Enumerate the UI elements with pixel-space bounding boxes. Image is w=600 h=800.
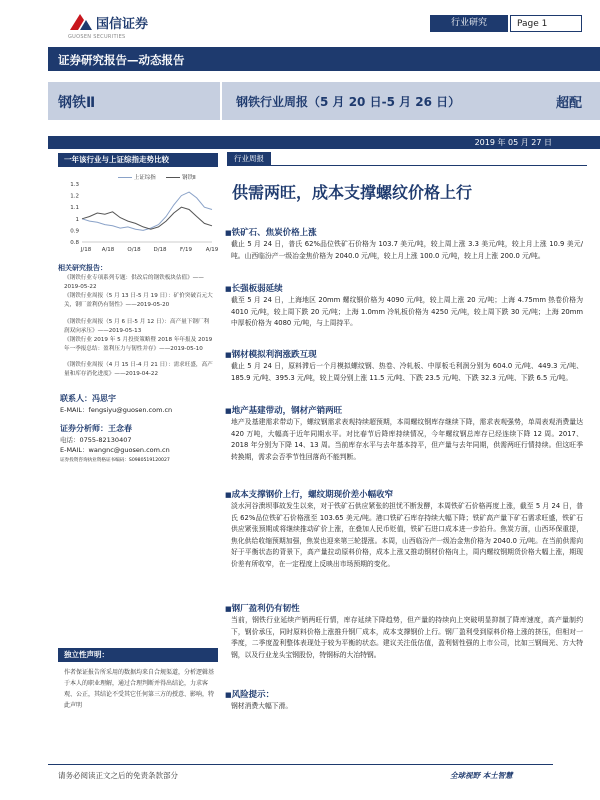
related-item[interactable]: 《钢铁行业周报（5 月 6 日-5 月 12 日）：高产量下钢厂利润双向承压》——2019-05-13 (64, 319, 210, 334)
y-tick-label: 1.1 (70, 205, 79, 212)
series-line-0 (82, 192, 212, 230)
analyst-email[interactable]: E-MAIL：wangnc@guosen.com.cn (60, 446, 170, 454)
report-type-tag: 行业研究 (430, 15, 508, 32)
logo-subtitle: GUOSEN SECURITIES (68, 34, 126, 40)
analyst-phone: 电话：0755-82130407 (60, 436, 132, 444)
section-body: 截止 5 月 24 日，普氏 62%品位铁矿石价格为 103.7 美元/吨，较上周上涨 3.3 美元/吨，较上月上涨 10.9 美元/吨。山西临汾产一级冶金焦价格为 2040.0 元/吨，较上月上涨 100.0 元/吨，较上月上涨 200.0 元/吨。 (231, 240, 583, 260)
headline: 供需两旺，成本支撑螺纹价格上行 (232, 183, 473, 202)
x-tick-label: J/18 (80, 247, 92, 253)
section-title: ■ 地产基建带动，钢材产销两旺 (225, 404, 342, 416)
x-tick-label: F/19 (179, 247, 193, 253)
series-line-1 (82, 207, 212, 229)
section-body: 淡水河谷溃坝事故发生以来，对于铁矿石供应紧张的担忧不断发酵，本周铁矿石价格再度上涨，截至 5 月 24 日，普氏 62%品位铁矿石价格涨至 103.65 美元/吨。港口铁矿石库存持续大幅下降；铁矿高产量下矿石需求旺盛，铁矿石供应紧张预期或将继续推动矿价上涨，在叠加人民币贬值，铁矿石进口成本进一步抬升。焦炭方面，山西环保重提，焦化供给收缩预期加强，焦炭也迎来第三轮提涨。本周，山西临汾产一级冶金焦价格为 2040.0 元/吨。在当前供需向好于平衡状态的背景下，高产量拉动原料价格，成本上涨又推动钢材价格向上，周内螺纹钢期货价格大幅上涨，期现价差有所收窄，在一定程度上反映出市场预期的变化。 (231, 502, 583, 568)
legend-swatch-steel (166, 177, 180, 178)
title-band (48, 82, 600, 120)
footer-disclaimer: 请务必阅读正文之后的免责条款部分 (58, 771, 178, 780)
footer-slogan: 全球视野 本土智慧 (450, 771, 513, 780)
related-item[interactable]: 《钢铁行业周报（5 月 13 日-5 月 19 日）：矿价突破百元大关，钢厂盈利仍有韧性》——2019-05-20 (64, 293, 213, 308)
y-tick-label: 0.9 (70, 228, 79, 235)
section-body: 地产及基建需求带动下，螺纹钢需求表观持续超预期，本周螺纹钢库存继续下降，需求表观强势，单周表观消费量达 420 万吨，大幅高于近年同期水平。对比春节后降库持续情况，今年螺纹钢总库存已经连续下降 12 周。2017、2018 年分别为下降 14、13 周。当前库存水平与去年基本持平，但产量与去年同期，供需两旺行情持续。但这旺季转换期，需求会否季节性回落尚不能判断。 (231, 418, 583, 461)
contact-name: 联系人：冯思宇 (60, 394, 116, 403)
chart-header: 一年该行业与上证综指走势比较 (58, 153, 218, 167)
legend-swatch-index (118, 177, 132, 178)
category-band (48, 47, 600, 71)
x-tick-label: D/18 (153, 247, 167, 253)
analyst-certificate: 证券投资咨询执业资格证书编码：S0980519120027 (60, 458, 170, 463)
disclaimer-body: 作者保证报告所采用的数据均来自合规渠道，分析逻辑基于本人的职业理解，通过合理判断并得出结论，力求客观、公正，其结论不受其它任何第三方的授意、影响，特此声明 (64, 669, 215, 709)
x-tick-label: O/18 (127, 247, 141, 253)
y-tick-label: 1.2 (70, 193, 79, 200)
x-tick-label: A/19 (205, 247, 218, 253)
section-title: ■ 钢材模拟利润涨跌互现 (225, 348, 317, 360)
logo-text: 国信证券 (96, 17, 149, 32)
page-number: Page 1 (510, 15, 582, 32)
section-title: ■ 成本支撑钢价上行，螺纹期现价差小幅收窄 (225, 488, 393, 500)
section-body: 截止 5 月 24 日，原料滞后一个月模拟螺纹钢、热卷、冷轧板、中厚板毛利润分别为 604.0 元/吨、449.3 元/吨、185.9 元/吨、395.3 元/吨，较上周分别上涨 11.5 元/吨、下跌 23.5 元/吨、下跌 32.3 元/吨、下跌 6.5 元/吨。 (231, 362, 583, 382)
section-title: ■ 铁矿石、焦炭价格上涨 (225, 226, 317, 238)
weekly-tag: 行业周报 (227, 152, 271, 165)
section-title: ■ 长强板弱延续 (225, 282, 283, 294)
related-item[interactable]: 《钢铁行业 2019 年 5 月投资策略暨 2018 年年报及 2019 年一季报总结：盈利压力与韧性并存》——2019-05-10 (64, 337, 213, 352)
header-rule (227, 165, 587, 166)
disclaimer-header: 独立性声明： (58, 648, 218, 662)
industry-label: 钢铁Ⅱ (58, 95, 96, 111)
related-item[interactable]: 《钢铁行业周报（4 月 15 日-4 月 21 日）：需求旺盛，高产量和库存消化进度》——2019-04-22 (64, 362, 213, 377)
y-tick-label: 1.3 (70, 182, 79, 188)
section-title: ■ 钢厂盈利仍有韧性 (225, 602, 300, 614)
rating-label: 超配 (556, 96, 583, 111)
y-tick-label: 0.8 (70, 240, 79, 246)
guosen-logo-icon (68, 12, 94, 32)
related-title: 相关研究报告： (58, 264, 107, 272)
category-label: 证券研究报告—动态报告 (58, 53, 185, 67)
report-date: 2019 年 05 月 27 日 (474, 138, 552, 147)
section-body: 钢材消费大幅下滑。 (231, 702, 293, 710)
section-body: 截至 5 月 24 日，上海地区 20mm 螺纹钢价格为 4090 元/吨，较上周上涨 20 元/吨；上海 4.75mm 热卷价格为 4010 元/吨，较上周下跌 20 元/吨；上海 1.0mm 冷轧板价格为 4250 元/吨，较上周下跌 30 元/吨；上海 20mm 中厚板价格为 4080 元/吨，与上周持平。 (231, 296, 583, 328)
related-item[interactable]: 《钢铁行业专项系列专题：供改后的钢铁板块估值》——2019-05-22 (64, 275, 204, 290)
section-body: 当前，钢铁行业延续产销两旺行情，库存延续下降趋势，但产量的持续向上突破明显抑制了降库速度，高产量制约下，钢价承压，同时原料价格上涨推升钢厂成本，成本支撑钢价上行。钢厂盈利受到原料价格上涨的挤压，但相对一季度，二季度盈利整体表现处于较为平衡的状态。建议关注低估值，盈利韧性强的上市公司，比如三钢闽光、方大特钢，以及行业龙头宝钢股份，特钢标的大冶特钢。 (231, 616, 583, 659)
date-bar (48, 136, 600, 149)
y-tick-label: 1 (75, 216, 79, 223)
contact-email[interactable]: E-MAIL：fengsiyu@guosen.com.cn (60, 406, 173, 414)
report-title: 钢铁行业周报（5 月 20 日-5 月 26 日） (236, 95, 461, 109)
band-divider (220, 82, 222, 120)
footer-rule (48, 764, 553, 765)
section-title: ■ 风险提示： (225, 688, 274, 700)
analyst-name: 证券分析师：王念春 (60, 424, 132, 433)
legend-label-index: 上证综指 (133, 175, 156, 181)
x-tick-label: A/18 (101, 247, 115, 253)
legend-label-steel: 钢铁Ⅱ (182, 175, 196, 181)
trend-chart (58, 180, 218, 256)
